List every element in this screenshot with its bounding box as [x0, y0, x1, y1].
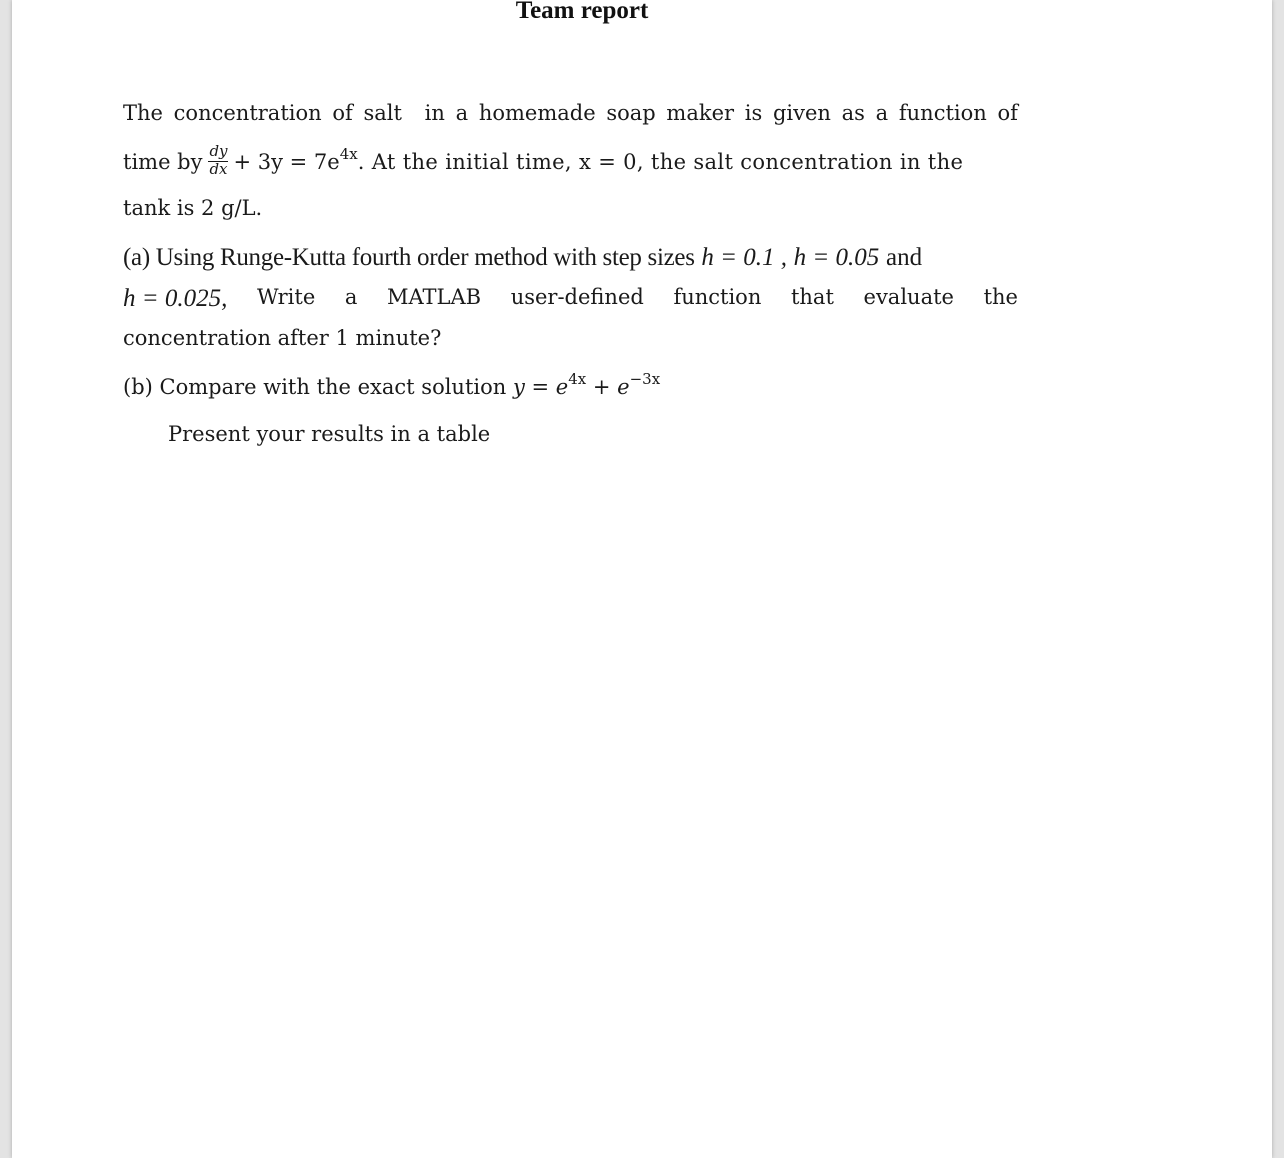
- document-page: [12, 0, 1272, 1158]
- word: evaluate: [863, 285, 954, 309]
- word: soap: [606, 101, 656, 125]
- word: of: [997, 101, 1018, 125]
- exponent-2: −3x: [629, 370, 661, 388]
- text-segment: time by: [123, 150, 203, 174]
- word: a: [455, 101, 469, 125]
- word: function: [898, 101, 987, 125]
- part-b-label: (b) Compare with the exact solution: [123, 375, 507, 399]
- word: a: [875, 101, 889, 125]
- para1-line3: tank is 2 g/L.: [123, 196, 263, 220]
- part-a-line1: [123, 244, 1018, 272]
- word: as: [841, 101, 865, 125]
- step-size-3: h = 0.025,: [123, 285, 228, 312]
- exact-solution-lhs: y = e: [512, 375, 569, 399]
- word: is: [744, 101, 763, 125]
- word: maker: [666, 101, 735, 125]
- word: homemade: [478, 101, 596, 125]
- fraction-denominator: dx: [209, 160, 228, 178]
- equation-main: + 3y = 7e: [233, 150, 340, 174]
- exponent-1: 4x: [568, 370, 587, 388]
- word: user-defined: [510, 285, 644, 309]
- word: of: [332, 101, 353, 125]
- derivative-fraction: [206, 142, 230, 178]
- word: that: [790, 285, 834, 309]
- step-size-1: h = 0.1 ,: [701, 244, 787, 271]
- word: salt: [363, 101, 402, 125]
- conjunction: and: [885, 244, 923, 271]
- exact-solution-plus: + e: [586, 375, 630, 399]
- present-results-line: Present your results in a table: [168, 422, 491, 446]
- word: MATLAB: [387, 285, 482, 309]
- word: Write: [256, 285, 316, 309]
- page-title: Team report: [515, 0, 649, 24]
- word: a: [344, 285, 358, 309]
- text-segment: . At the initial time, x = 0, the salt concentration in the: [357, 150, 964, 174]
- para1-line1: [123, 101, 1018, 125]
- part-a-label: (a) Using Runge-Kutta fourth order method with step sizes: [123, 244, 695, 271]
- equation-exponent: 4x: [339, 145, 358, 163]
- part-a-line2: [123, 285, 1018, 313]
- fraction-numerator: dy: [209, 142, 228, 160]
- word: concentration: [173, 101, 322, 125]
- word: in: [424, 101, 445, 125]
- word: the: [983, 285, 1018, 309]
- word: function: [673, 285, 762, 309]
- part-a-line3: concentration after 1 minute?: [123, 326, 442, 350]
- step-size-2: h = 0.05: [793, 244, 880, 271]
- word: given: [772, 101, 831, 125]
- part-b-line: [123, 370, 1018, 399]
- para1-line2: [123, 142, 1018, 178]
- word: The: [123, 101, 163, 125]
